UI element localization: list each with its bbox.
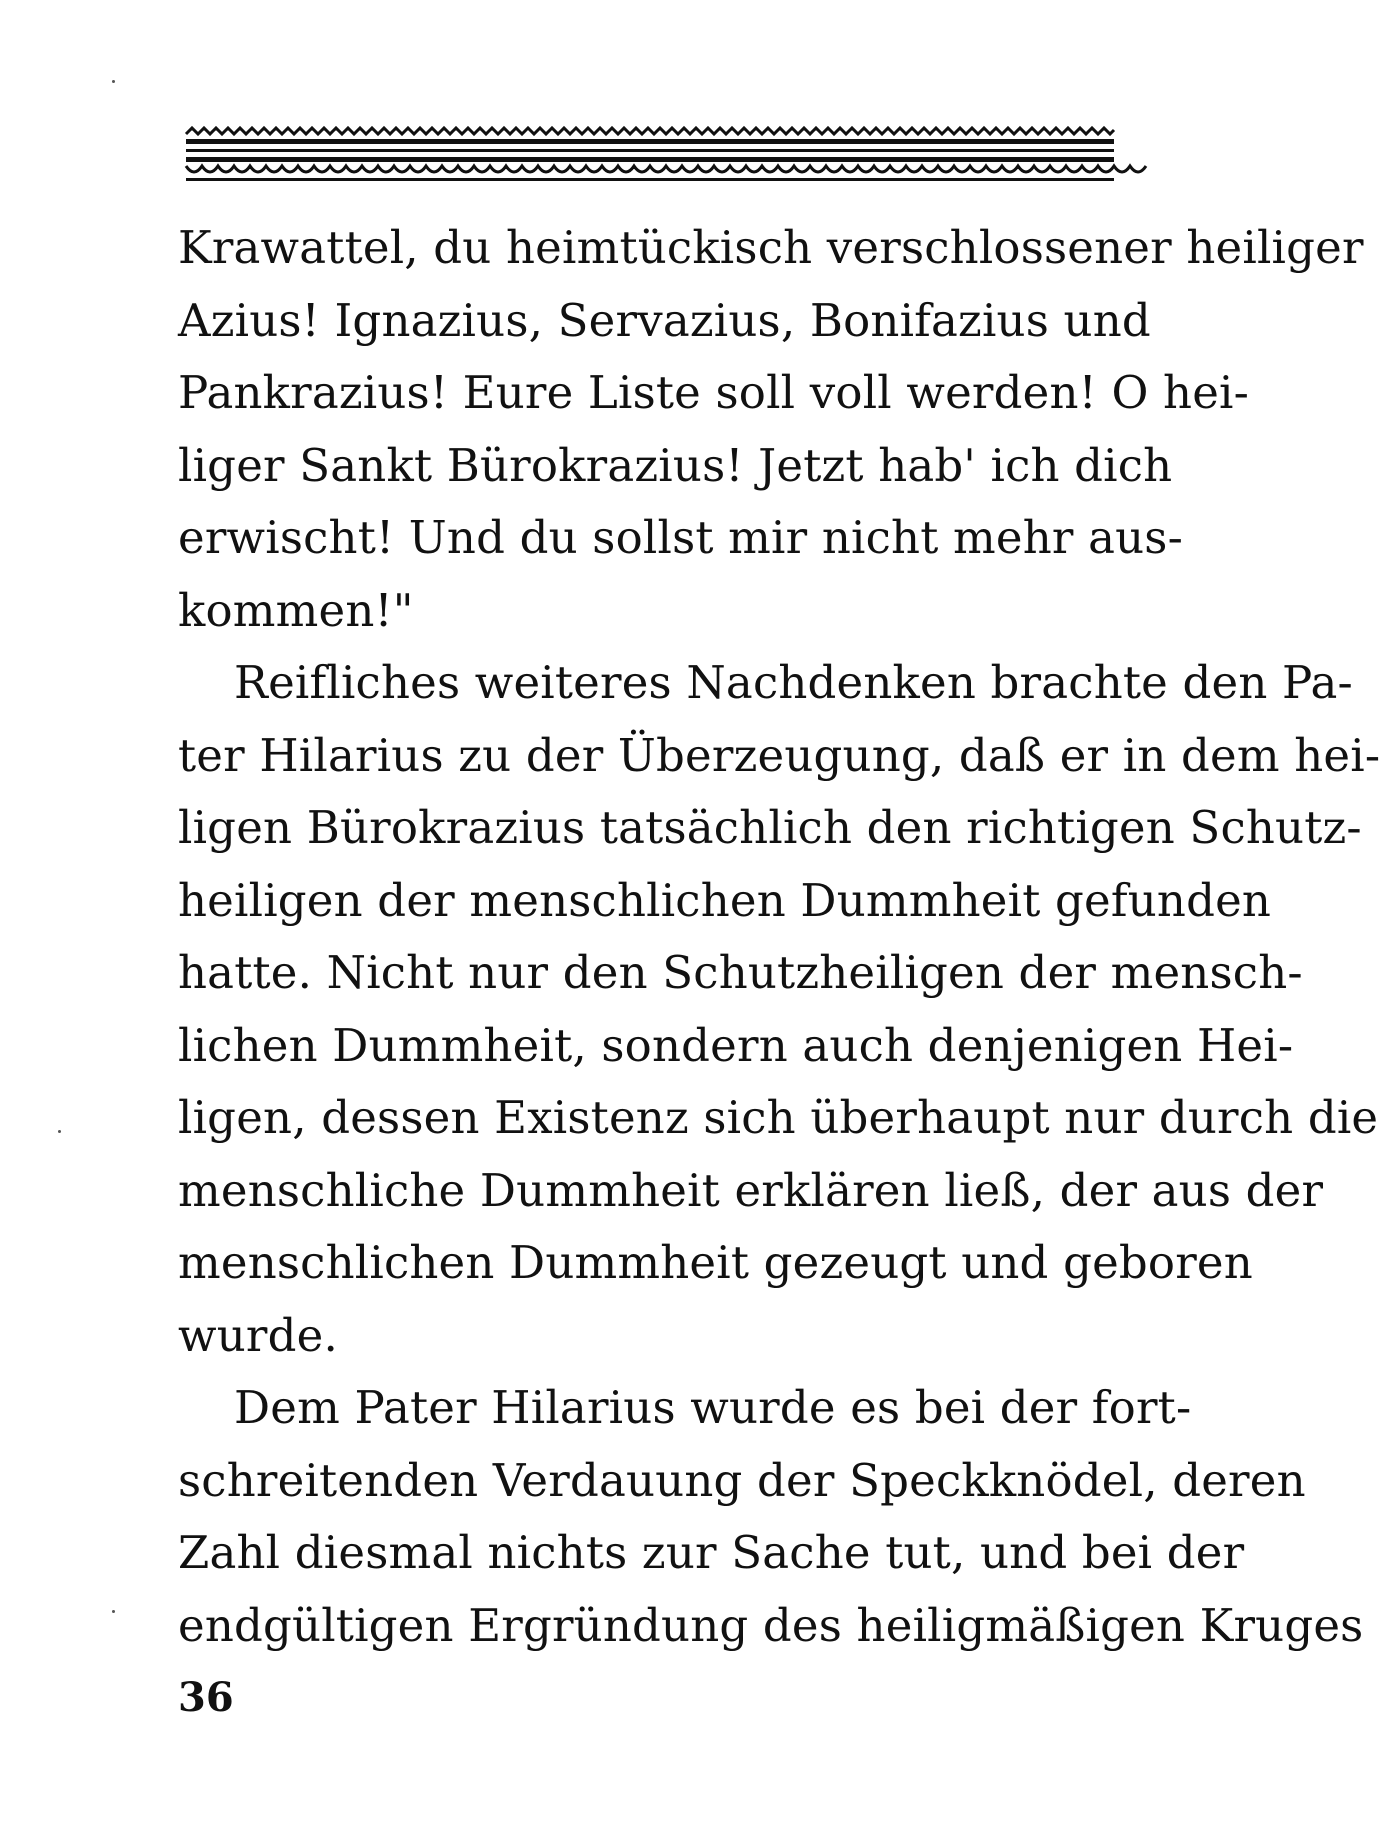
- text-line: Reifliches weiteres Nachdenken brachte den Pa-: [234, 656, 1353, 709]
- header-ornament-border: [186, 126, 1114, 186]
- text-line: ligen, dessen Existenz sich überhaupt nur durch die: [178, 1091, 1379, 1144]
- text-line: lichen Dummheit, sondern auch denjenigen Hei-: [178, 1018, 1294, 1072]
- text-line: endgültigen Ergründung des heiligmäßigen Kruges: [178, 1598, 1364, 1652]
- text-line: liger Sankt Bürokrazius! Jetzt hab' ich dich: [178, 438, 1173, 492]
- text-line: hatte. Nicht nur den Schutzheiligen der mensch-: [178, 946, 1303, 999]
- page-number: 36: [178, 1674, 234, 1721]
- body-text: [178, 212, 1380, 1662]
- text-line: wurde.: [178, 1308, 338, 1362]
- text-line: Dem Pater Hilarius wurde es bei der fort-: [234, 1381, 1192, 1434]
- scan-speck: [112, 1610, 115, 1613]
- text-line: erwischt! Und du sollst mir nicht mehr aus-: [178, 511, 1183, 564]
- text-line: kommen!": [178, 583, 414, 637]
- text-line: Krawattel, du heimtückisch verschlossener heiliger: [178, 221, 1364, 274]
- text-line: ter Hilarius zu der Überzeugung, daß er in dem hei-: [178, 728, 1380, 782]
- text-line: heiligen der menschlichen Dummheit gefunden: [178, 873, 1272, 927]
- scan-speck: [58, 1130, 61, 1133]
- text-line: menschlichen Dummheit gezeugt und geboren: [178, 1236, 1253, 1289]
- text-line: Zahl diesmal nichts zur Sache tut, und bei der: [178, 1526, 1245, 1579]
- text-line: ligen Bürokrazius tatsächlich den richtigen Schutz-: [178, 801, 1362, 854]
- scan-speck: [112, 80, 115, 83]
- text-line: schreitenden Verdauung der Speckknödel, deren: [178, 1453, 1306, 1507]
- text-line: Pankrazius! Eure Liste soll voll werden! O hei-: [178, 366, 1250, 419]
- text-line: menschliche Dummheit erklären ließ, der aus der: [178, 1163, 1324, 1217]
- text-line: Azius! Ignazius, Servazius, Bonifazius und: [178, 293, 1151, 347]
